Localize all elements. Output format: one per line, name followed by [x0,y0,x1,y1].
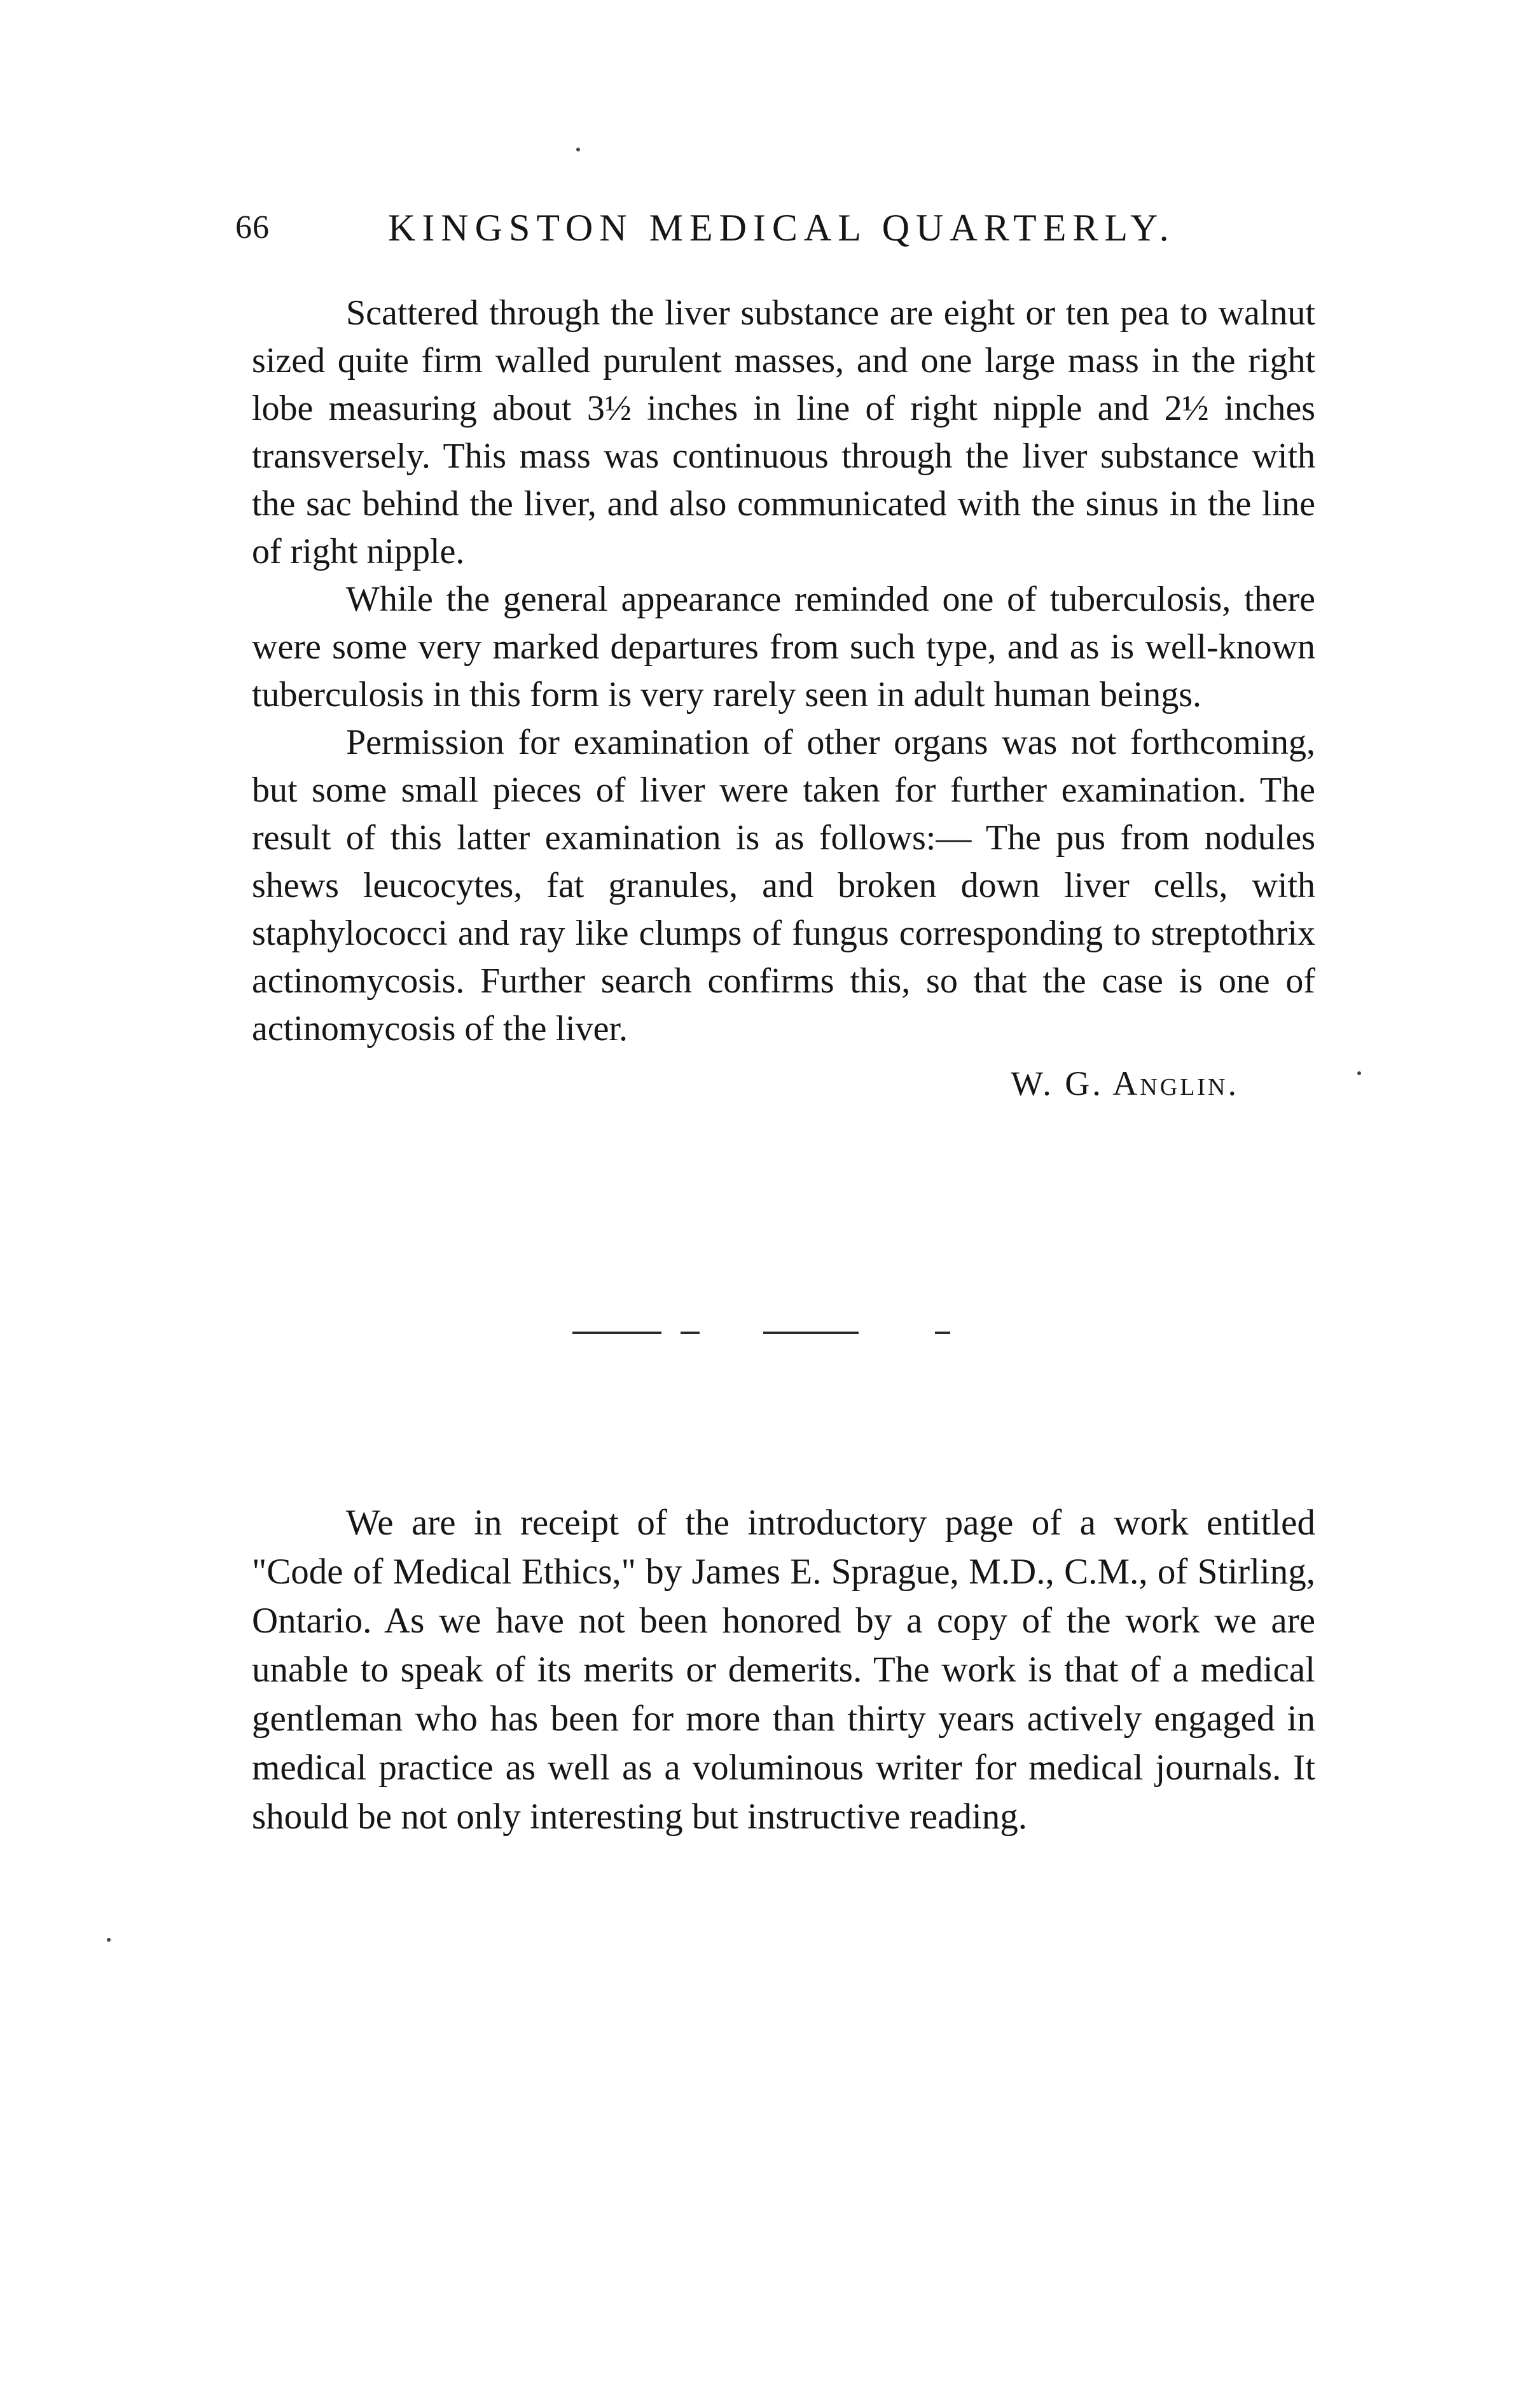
print-speck [576,148,580,151]
paragraph: While the general appearance reminded one of tuberculosis, there were some very marked departures from such type, and as is well-known tuberculosis in this form is very rarely seen in adult human beings. [252,580,1315,714]
section-divider [572,1326,967,1339]
divider-segment [572,1332,661,1334]
divider-segment [763,1332,859,1334]
print-speck [107,1938,111,1942]
paragraph: Permission for examination of other organs was not forthcoming, but some small pieces of liver were taken for further examination. The result of this latter examination is as follows:— The pus from nodules shews leucocytes, fat granules, and broken down liver cells, with staphylococci and ray like clumps of fungus corresponding to streptothrix actinomycosis. Further search confirms this, so that the case is one of actinomycosis of the liver. [252,723,1315,1048]
paragraph: We are in receipt of the introductory page of a work entitled "Code of Medical Ethics," by James E. Sprague, M.D., C.M., of Stirling, Ontario. As we have not been honored by a copy of the work we are unable to speak of its merits or demerits. The work is that of a medical gentleman who has been for more than thirty years actively engaged in medical practice as well as a voluminous writer for medical journals. It should be not only interesting but instructive reading. [252,1503,1315,1837]
page-number: 66 [235,209,270,246]
article-code-of-ethics-notice [252,1498,1315,1841]
running-title: KINGSTON MEDICAL QUARTERLY. [388,207,1175,249]
author-signature: W. G. Anglin. [1011,1064,1239,1103]
article-liver-case [252,289,1315,1109]
paragraph: Scattered through the liver substance are eight or ten pea to walnut sized quite firm walled purulent masses, and one large mass in the right lobe measuring about 3½ inches in line of right nipple and 2½ inches transversely. This mass was continuous through the liver substance with the sac behind the liver, and also communicated with the sinus in the line of right nipple. [252,293,1315,571]
print-speck [1357,1071,1361,1075]
divider-segment [681,1332,700,1334]
divider-segment [935,1332,950,1334]
page-header [0,202,1515,253]
